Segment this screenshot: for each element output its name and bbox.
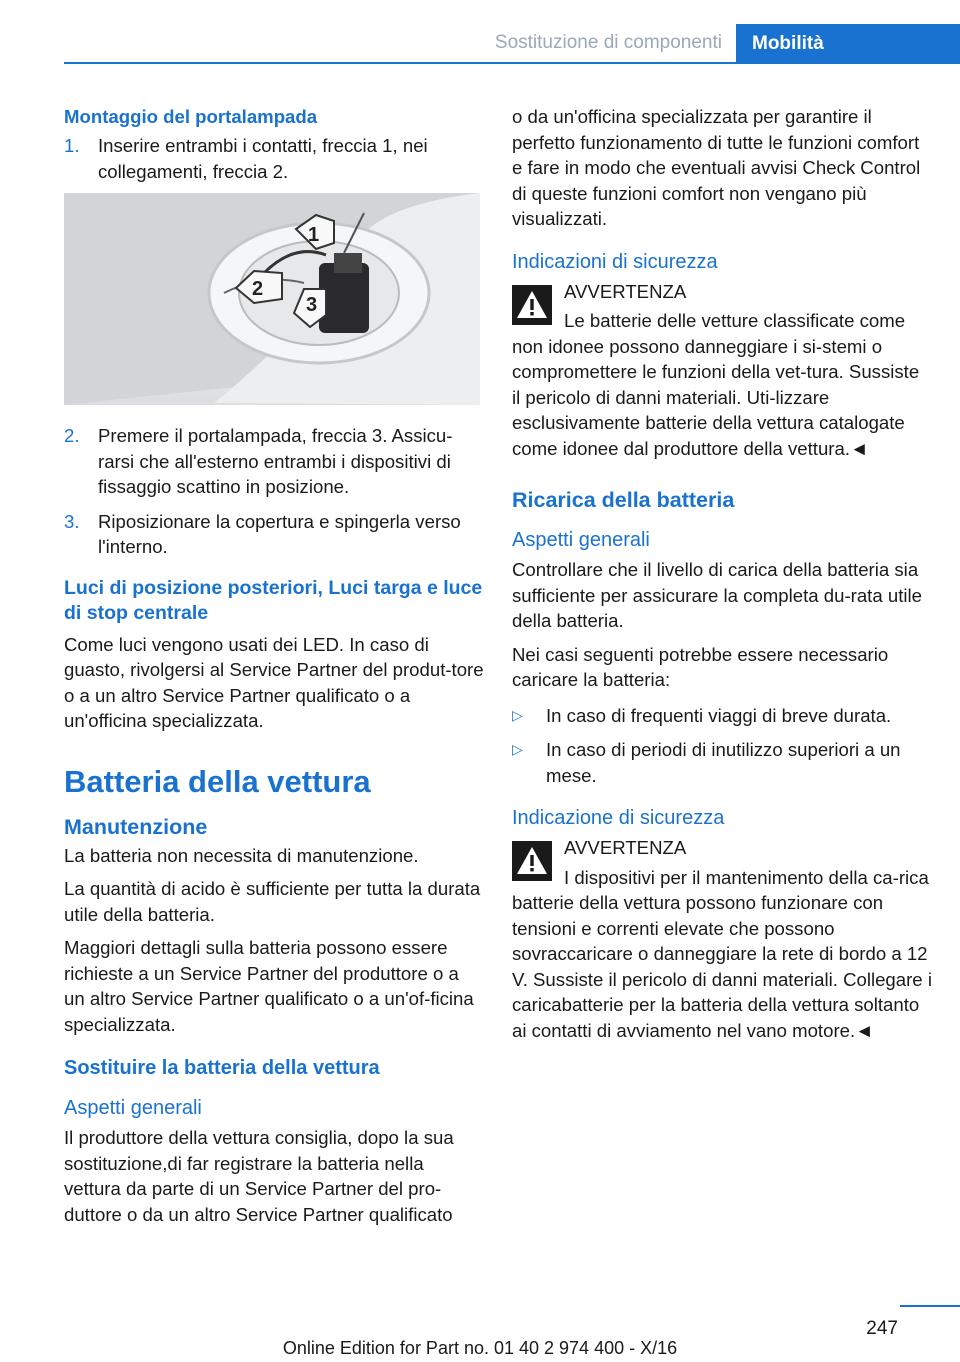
- list-item: [512, 703, 932, 729]
- step-number: 2.: [64, 425, 80, 446]
- warning-triangle-icon: [512, 841, 552, 881]
- step-number: 3.: [64, 510, 80, 532]
- svg-text:1: 1: [308, 224, 320, 246]
- charging-conditions-list: [512, 703, 932, 789]
- warning-block-1: [512, 279, 932, 462]
- left-general-text: Il produttore della vettura consiglia, dopo la sua sostituzione,di far registrare la batteria nella vettura da parte di un Service Partner del pro-duttore o da un altro Service Partner qualificato: [64, 1127, 454, 1225]
- step-text: Riposizionare la copertura e spingerla verso l'interno.: [98, 510, 461, 557]
- replace-battery-heading: Sostituire la batteria della vettura: [64, 1057, 380, 1079]
- safety2-heading: Indicazione di sicurezza: [512, 807, 725, 829]
- lamp-holder-figure: [64, 193, 480, 405]
- warning-title: AVVERTENZA: [564, 837, 687, 858]
- left-general-heading: Aspetti generali: [64, 1097, 202, 1119]
- battery-heading: Batteria della vettura: [64, 763, 371, 799]
- warning-block-2: [512, 835, 932, 1043]
- bullet-triangle-icon: ▷: [512, 741, 523, 757]
- page-number: 247: [866, 1318, 898, 1339]
- maintenance-text-1: La batteria non necessita di manutenzione.: [64, 844, 419, 866]
- svg-text:2: 2: [252, 278, 264, 300]
- header-section-title: Sostituzione di componenti: [494, 32, 722, 53]
- step-text: Premere il portalampada, freccia 3. Assicu-rarsi che all'esterno entrambi i dispositivi di fissaggio scattino in posizione.: [98, 425, 453, 497]
- lights-heading: Luci di posizione posteriori, Luci targa e luce di stop centrale: [64, 576, 483, 624]
- lights-text: Come luci vengono usati dei LED. In caso di guasto, rivolgersi al Service Partner del produt-tore o a un altro Service Partner qualificato o a un'officina specializzata.: [64, 633, 484, 731]
- mount-steps-part2: [64, 423, 484, 560]
- header-chapter-tab: Mobilità: [736, 24, 960, 64]
- header-rule: [64, 62, 960, 64]
- mount-heading: Montaggio del portalampada: [64, 106, 318, 127]
- mount-steps-part1: [64, 133, 484, 184]
- list-item-text: In caso di periodi di inutilizzo superiori a un mese.: [546, 739, 901, 786]
- general-text-1: Controllare che il livello di carica della batteria sia sufficiente per assicurare la completa du-rata utile della batteria.: [512, 559, 922, 631]
- step-item: [64, 509, 484, 560]
- general-text-2: Nei casi seguenti potrebbe essere necessario caricare la batteria:: [512, 643, 889, 690]
- list-item-text: In caso di frequenti viaggi di breve durata.: [546, 704, 892, 726]
- warning-title: AVVERTENZA: [564, 280, 687, 302]
- maintenance-text-3: Maggiori dettagli sulla batteria possono essere richieste a un Service Partner del produttore o a un altro Service Partner qualificato o a un'of-ficina specializzata.: [64, 937, 474, 1035]
- maintenance-heading: Manutenzione: [64, 814, 208, 839]
- warning-triangle-icon: [512, 285, 552, 325]
- step-text: Inserire entrambi i contatti, freccia 1, nei collegamenti, freccia 2.: [98, 135, 428, 182]
- charging-heading: Ricarica della batteria: [512, 488, 735, 512]
- svg-text:3: 3: [306, 294, 318, 316]
- safety-heading: Indicazioni di sicurezza: [512, 250, 718, 273]
- right-general-heading: Aspetti generali: [512, 529, 650, 551]
- edition-note: Online Edition for Part no. 01 40 2 974 400 - X/16: [282, 1338, 678, 1358]
- warning-text: Le batterie delle vetture classificate come non idonee possono danneggiare i si-stemi o compromettere le funzioni della vet-tura. Sussiste il pericolo di danni materiali. Uti-lizzare esclusivamente batterie della vettura catalogate come idonee dal produttore della vettura.◄: [512, 310, 920, 459]
- warning-text: I dispositivi per il mantenimento della ca-rica batterie della vettura possono funzionare con tensioni e correnti elevate che possono sovraccaricare o danneggiare la rete di bordo a 12 V. Sussiste il pericolo di danni materiali. Collegare i caricabatterie per la batteria della vettura soltanto ai contatti di avviamento nel vano motore.◄: [512, 866, 932, 1041]
- bullet-triangle-icon: ▷: [512, 706, 523, 723]
- step-item: [64, 133, 484, 184]
- list-item: [512, 737, 932, 788]
- lamp-holder-illustration: [64, 193, 480, 405]
- maintenance-text-2: La quantità di acido è sufficiente per tutta la durata utile della batteria.: [64, 878, 481, 925]
- step-item: [64, 423, 484, 500]
- continued-text: o da un'officina specializzata per garantire il perfetto funzionamento di tutte le funzioni comfort e fare in modo che eventuali avvisi Check Control di queste funzioni comfort non vengano più visualizzati.: [512, 106, 921, 229]
- left-column: [64, 104, 484, 1235]
- step-number: 1.: [64, 135, 80, 156]
- right-column: [512, 104, 932, 1051]
- footer-rule: [900, 1305, 960, 1307]
